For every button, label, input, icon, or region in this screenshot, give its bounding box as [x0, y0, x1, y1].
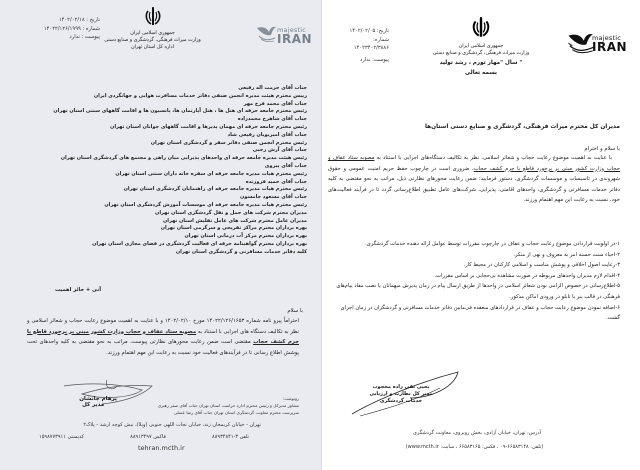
recipient-line: جناب آقای آرش رجبی: [252, 147, 307, 154]
left-body-paragraph: [27, 316, 299, 358]
body-text-part: مقتضی است ضمن رعایت محورهای نظارتی پیوست، مراتب به نحو مقتضی به کلیه واحدهای تحت پوشش اطلاع رسانی تا در فرآیندهای فعالیت خود نسبت به رعایت این مهم اهتمام ورزند.: [27, 339, 299, 356]
recipients-list: [53, 85, 307, 257]
directive-item: ۶-اضافه نمودن موضوع رعایت حجاب و عفاف در قراردادهای منعقده فی‌مابین دفاتر خدمات مسافرتی و گردشگران در زمان اجرای گشت.: [340, 304, 620, 322]
body-text-part: ، ضروری است در چارچوب حفظ حریم امنیت عمومی و حقوق شهروندی در تاسیسات و موسسات گردشگری، دستور فرمایید؛ ضمن رعایت محورهای نظارتی ذیل، مراتب به نحو مقتضی به کلیه دفاتر خدمات مسافرتی و گردشگری، واحدهای اقامتی، پذیرایی، شرکت‌های عامل تطبیق اطلاع‌رسانی گردد تا در فرآیند فعالیت‌های خود، نسبت به رعایت این مهم اهتمام ورزند.: [328, 165, 620, 203]
left-ministry-header: [95, 30, 210, 51]
cc-line: مشاور مدیرکل و رئیس محترم اداره حراست استان تهران جناب آقای صفر رهبری: [157, 403, 299, 408]
fax-number: فاکس ۸۸۹۱۳۴۹۷: [130, 434, 166, 440]
logo-word-iran: IRAN: [277, 32, 313, 46]
left-letter-number: شماره : ۱۴۰۲۲/۱۲۶/۱۹۹۹: [43, 25, 100, 32]
left-contact-row: [39, 434, 249, 440]
recipient-line: جناب آقای حرمت اله رفیعی: [238, 85, 307, 91]
directive-item: ۴-اقدام لازم مدیران واحدهای مربوطه در صورت مشاهده بی‌حجابی بر اساس مقررات.: [434, 272, 620, 279]
right-ministry-header: [422, 43, 540, 57]
directives-list: [328, 239, 620, 324]
cc-list: [39, 403, 299, 416]
body-text-part: با عنایت به اهمیت موضوع رعایت حجاب و شعائر اسلامی، نظر به تکالیف دستگاه‌های اجرایی با استناد به: [374, 155, 613, 161]
recipient-line: رئیس محترم جامعه حرفه ای مهمان پذیرها و اقامت گاههای جوانان استان تهران: [110, 123, 307, 130]
left-attachment: پیوست : ندارد: [69, 34, 100, 40]
recipient-line: بهره برداران محترم مراکز تفریحی و سرگرمی استان تهران: [160, 225, 307, 232]
recipient-line: مدیران عامل محترم شرکت های عامل تفلیش استان تهران: [163, 217, 307, 224]
year-slogan: سال "مهار تورم ، رشد تولید ": [439, 60, 523, 66]
recipient-line: رییس محترم هیئت مدیره انجمن صنفی دفاتر خدمات مسافرت هوایی و جهانگردی ایران: [93, 92, 307, 99]
right-address: آدرس: تهران، خیابان آزادی، بخش روبروی، معاونت گردشگری: [413, 430, 541, 436]
body-text-part: احتراماً پیرو نامه شماره ۱۴۰۲۲/۱۲۶/۱۶۵۳ مورخ ۱۴۰۲/۰۲/۱۰ و با عنایت به اهمیت موضوع رعایت حجاب و شعائر اسلامی و نظر به تکالیف دستگاه های اجرایی با استناد به: [27, 318, 299, 335]
recipient-line: رئیس هیئت مدیره جامعه حرفه ای واحدهای پذیرایی میان راهی و مجتمع های گردشگری استان تهران: [60, 155, 307, 162]
signatory-name: پرهام جانشان: [79, 396, 117, 402]
recipient-line: جناب آقای شاهرخ محمدزاده: [237, 116, 307, 123]
left-greeting: با سلام: [287, 308, 303, 314]
recipient-line: رئیس محترم هیات مدیره جامعه حرفه ای موسسات آموزش گردشگری استان تهران: [104, 201, 307, 208]
logo-word-iran: IRAN: [592, 40, 628, 54]
phoenix-icon: [566, 28, 594, 56]
iran-emblem-icon: [143, 6, 163, 28]
ministry-line-2: وزارت میراث فرهنگی، گردشگری و صنایع دستی: [104, 38, 201, 43]
directive-item: ۲-احیاء سنت حسنه امر به معروف و نهی از منکر.: [513, 251, 620, 258]
cc-line: سرپرست محترم معاونت گردشگری استان تهران جناب آقای رضا عسلی: [173, 409, 299, 415]
addressee-line: مدیران کل محترم میراث فرهنگی، گردشگری و صنایع دستی استان‌ها: [424, 124, 620, 130]
recipient-line: بهره برداران محترم مرکز آب درمانی استان تهران: [184, 233, 307, 240]
basmala: بسمه تعالی: [464, 70, 497, 76]
recipient-line: جناب آقای پیروی: [264, 162, 307, 169]
right-letter-number: شماره: ۱۴۰۲۳۴۰۲/۳۸۸۶: [353, 36, 389, 51]
body-underlined-text: مصوبه ستاد عفاف و حجاب وزارت کشور مبنی بر برخورد قاطع با جرم کشف حجاب: [27, 328, 299, 345]
right-meta-block: [337, 27, 389, 64]
ministry-line-3: اداره کل استان تهران: [131, 45, 174, 50]
ministry-line-1: جمهوری اسلامی ایران: [130, 31, 175, 36]
iran-emblem-icon: [470, 16, 492, 40]
postal-code: کدپستی ۱۵۹۸۷۷۳۹۱۱: [39, 434, 84, 440]
recipient-line: رئیس محترم جامعه حرفه ای هتل ها ، هتل آپارتمان ها، پانسیون ها و اقامت گاههای سنتی استان تهران: [53, 108, 307, 115]
directive-item: ۱-در اولویت قراردادن موضوع رعایت حجاب و عفاف در چارچوب مقررات توسط عوامل ارائه دهنده خدمات گردشگری.: [365, 241, 620, 247]
cc-label: رونوشت:: [282, 396, 299, 401]
urgency-note: آنی + حائز اهمیت: [54, 287, 101, 293]
recipient-line: کلیه دفاتر خدمات مسافرتی و گردشگری استان تهران: [175, 248, 307, 255]
recipient-line: رئیس محترم هیات مدیره جامعه حرفه ای راهنمایان گردشگری استان تهران: [123, 186, 307, 193]
body-underlined-text: مصوبه ستاد عفاف و حجاب وزارت کشور مبنی بر برخورد قاطع با جرم کشف حجاب: [328, 155, 620, 172]
signatory-title: مدیر کل: [82, 402, 105, 408]
directive-item: ۵-اطلاع‌رسانی در خصوص الزامی بودن شعائر اسلامی در واحدها از طریق ارسال پیام در زمان پذیرش میهمانان یا نصب مفاد پیام‌های فرهنگی در قالب بنر یا تابلو در ورودی اماکن مذکور.: [336, 283, 620, 300]
right-body-paragraph: [328, 153, 620, 206]
logo-word-majestic: majestic: [592, 34, 622, 42]
signatory-name: یحیی نقی زاده محجوب: [372, 384, 430, 390]
right-date: تاریخ: ۱۴۰۲/۰۲/۰۵: [349, 28, 389, 34]
recipient-line: جناب آقای محمد فرخ مهر: [243, 100, 307, 107]
left-website-link[interactable]: tehran.mcth.ir: [138, 444, 185, 452]
directive-item: ۳-رعایت اصول اخلاقی و پوشش مناسب و اسلامی کارکنان در محیط کار.: [463, 262, 620, 269]
recipient-line: رئیس محترم انجمن صنفی دفاتر سفر و گردشگری استان تهران: [150, 139, 307, 146]
signatory-title-1: مدیر کل نظارت و ارزیابی: [369, 391, 433, 397]
recipient-line: جناب آقای حمید فروزنده: [245, 178, 307, 185]
signatory-title-2: خدمات گردشگری: [379, 398, 423, 404]
right-greeting: با سلام و احترام: [584, 146, 620, 152]
recipient-line: جناب آقای امیربویان رفیعی شاد: [227, 131, 307, 138]
ministry-line-2: وزارت میراث فرهنگی، گردشگری و صنایع دستی: [432, 51, 530, 56]
left-address: تهران - خیابان کریمخان زند، خیابان نجات اللهی جنوبی (ویلا)، نبش کوچه ارشد - پلاک۲: [83, 422, 261, 428]
right-signature-block: [366, 384, 436, 405]
right-document-page: [322, 0, 640, 470]
ministry-line-1: جمهوری اسلامی ایران: [458, 44, 504, 49]
logo-word-majestic: majestic: [277, 26, 307, 34]
recipient-line: بهره برداران محترم گواهینامه حرفه ای فعالیت گردشگری در فضای مجازی استان تهران: [92, 240, 307, 247]
phone-number: تلفن ۳-۸۸۹۳۴۸۴۱: [212, 434, 249, 440]
right-contact-line: (تلفن: ۶۶۵۸۳۱۴۸-۰۹ ، فکس: ۶۶۵۸۳۱۶۵ ، سایت: www.mcth.ir): [405, 444, 544, 450]
recipient-line: مدیران محترم شرکت های حمل و نقل گردشگری استان تهران: [155, 209, 307, 216]
left-meta-block: [28, 16, 100, 42]
recipient-line: رئیس محترم هیات مدیره جامعه حرفه ای سفره خانه داران سنتی استان تهران: [115, 170, 307, 177]
recipient-line: جناب آقای مسعود جامسون: [240, 194, 307, 201]
phoenix-icon: [255, 22, 277, 44]
right-attachment: پیوست: ندارد: [360, 56, 389, 63]
left-date: تاریخ : ۱۴۰۲/۰۲/۱۸: [58, 17, 100, 23]
